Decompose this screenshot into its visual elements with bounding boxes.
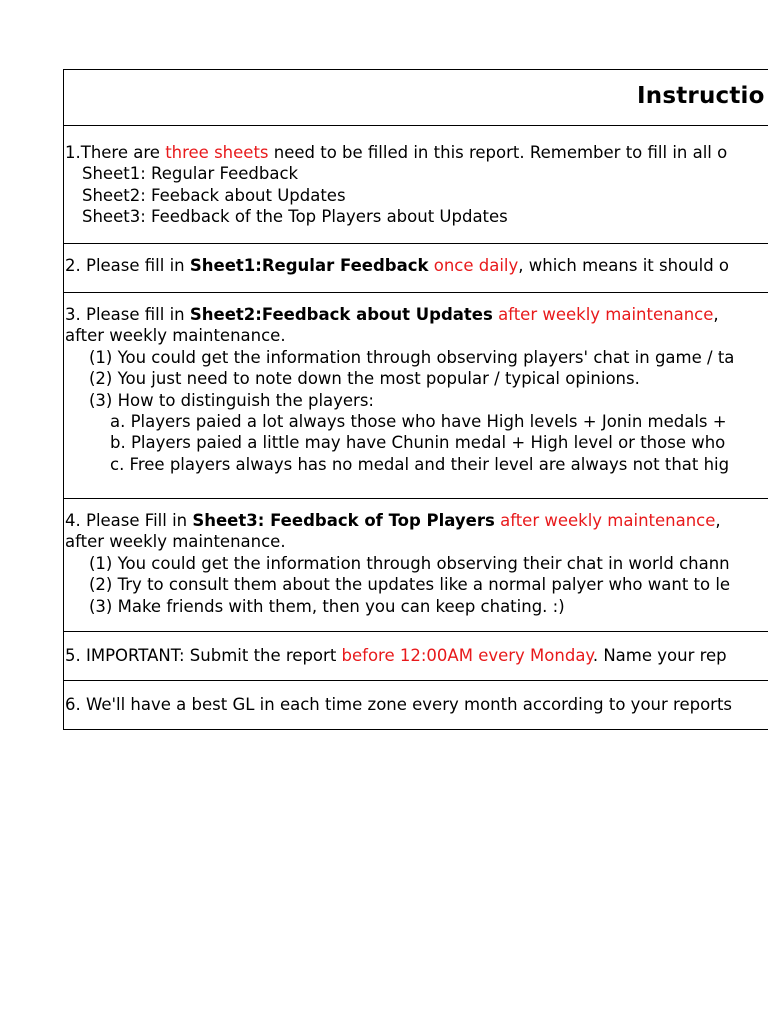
instruction-3-sub-a: a. Players paied a lot always those who have High levels + Jonin medals + [110, 411, 727, 431]
instruction-4-line-1 [65, 510, 768, 531]
instruction-3-point-1: (1) You could get the information through observing players' chat in game / ta [89, 347, 735, 367]
text: , [715, 511, 721, 530]
instruction-cell-4[interactable] [64, 499, 768, 632]
bold-text: Sheet3: Feedback of Top Players [192, 511, 495, 530]
highlight-text: after weekly maintenance [498, 305, 714, 324]
text: , which means it should o [518, 256, 730, 275]
bold-text: Sheet2:Feedback about Updates [189, 305, 493, 324]
sheet3-item: Sheet3: Feedback of the Top Players about Updates [82, 207, 508, 227]
instruction-cell-1[interactable] [64, 126, 768, 244]
text: 2. Please fill in [65, 256, 190, 275]
highlight-text: three sheets [165, 143, 269, 162]
text: 5. IMPORTANT: Submit the report [65, 646, 342, 665]
bold-text: Sheet1:Regular Feedback [189, 256, 429, 275]
instruction-cell-5[interactable] [64, 632, 768, 681]
highlight-text: once daily [433, 256, 519, 275]
text: 4. Please Fill in [65, 511, 193, 530]
highlight-text: before 12:00AM every Monday [341, 646, 593, 665]
instruction-4-point-2: (2) Try to consult them about the updates like a normal palyer who want to le [89, 575, 731, 595]
instruction-3-line-2: after weekly maintenance. [65, 326, 286, 346]
sheet-title: Instructio [637, 83, 765, 109]
text: , [713, 305, 719, 324]
text: 1.There are [65, 143, 166, 162]
highlight-text: after weekly maintenance [500, 511, 716, 530]
instructions-sheet [63, 69, 768, 730]
instruction-3-line-1 [65, 304, 768, 325]
instruction-1-line-1 [65, 142, 768, 163]
sheet1-item: Sheet1: Regular Feedback [82, 164, 299, 184]
title-cell[interactable] [64, 70, 768, 126]
instruction-4-line-2: after weekly maintenance. [65, 532, 286, 552]
text: need to be filled in this report. Remember to fill in all o [268, 143, 728, 162]
instruction-3-sub-c: c. Free players always has no medal and their level are always not that hig [110, 454, 730, 474]
instruction-5-line-1 [65, 645, 768, 666]
instruction-6-line-1: 6. We'll have a best GL in each time zone every month according to your reports [65, 695, 733, 714]
instruction-cell-2[interactable] [64, 244, 768, 293]
instruction-3-sub-b: b. Players paied a little may have Chunin medal + High level or those who [110, 433, 726, 453]
sheet2-item: Sheet2: Feeback about Updates [82, 185, 346, 205]
instruction-cell-3[interactable] [64, 293, 768, 499]
instruction-4-point-3: (3) Make friends with them, then you can keep chating. :) [89, 596, 565, 616]
instruction-2-line-1 [65, 255, 768, 276]
instruction-3-point-2: (2) You just need to note down the most popular / typical opinions. [89, 369, 640, 389]
instruction-cell-6[interactable] [64, 681, 768, 730]
text: 3. Please fill in [65, 305, 190, 324]
text: . Name your rep [592, 646, 727, 665]
instruction-3-point-3: (3) How to distinguish the players: [89, 390, 374, 410]
instruction-4-point-1: (1) You could get the information through observing their chat in world chann [89, 553, 730, 573]
